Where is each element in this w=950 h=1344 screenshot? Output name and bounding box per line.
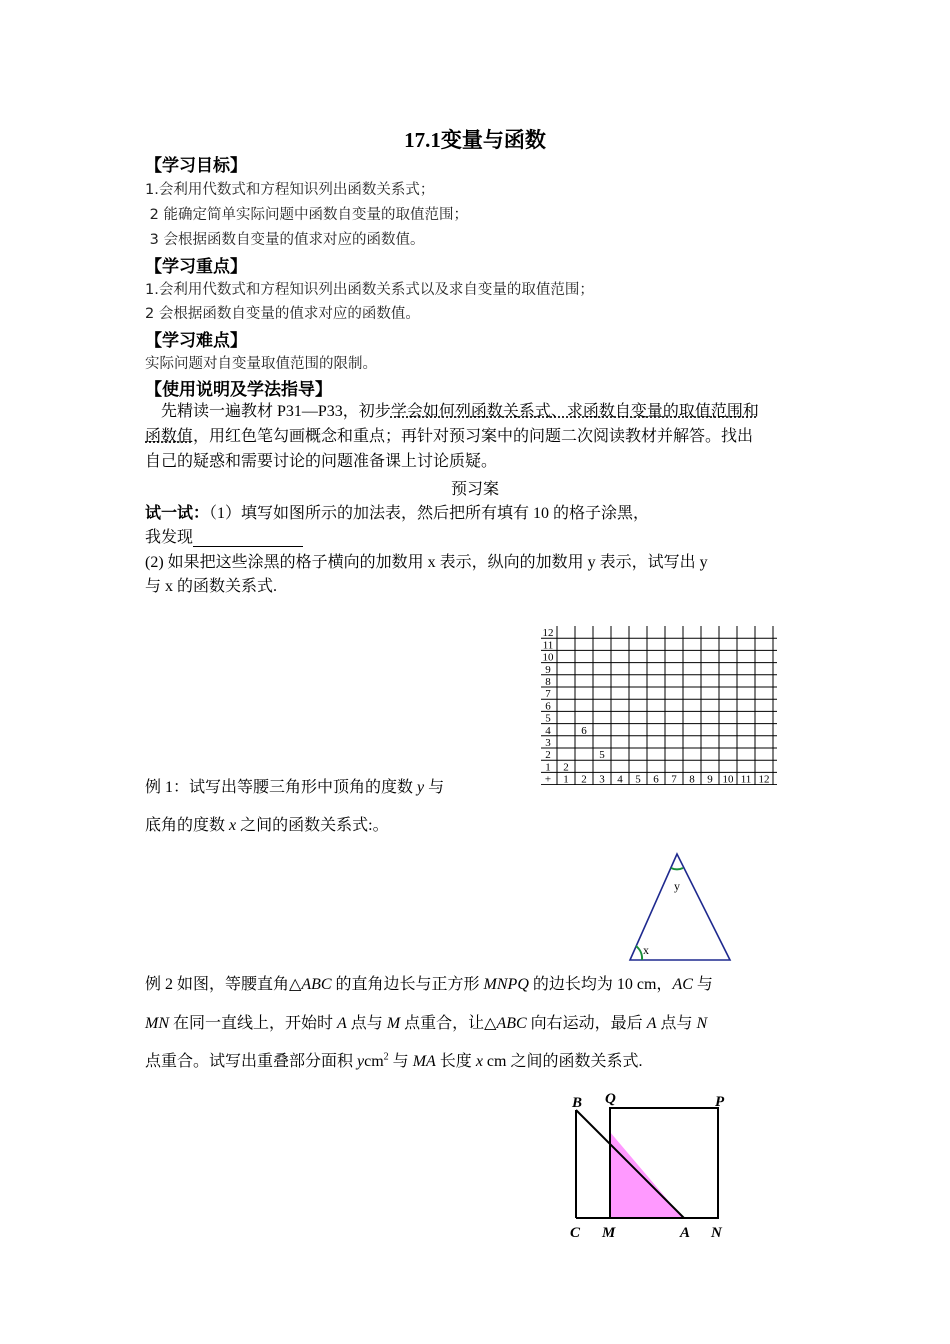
grid-col-label: 6 [653,773,659,785]
example2-math: MNPQ [483,976,529,993]
example1-text: 与 [424,779,445,796]
point-label-q: Q [605,1091,616,1107]
base-angle-label: x [643,943,649,957]
example2-text: 在同一直线上，开始时 [169,1015,338,1032]
grid-col-label: 7 [671,773,677,785]
answer-blank[interactable] [193,528,303,547]
grid-row-label: 1 [545,761,551,774]
try-label: 试一试： [145,505,210,522]
grid-row-label: 6 [545,700,551,713]
grid-row-label: 8 [545,676,551,688]
grid-col-label: 11 [740,773,752,785]
grid-row-label: 5 [545,712,551,725]
keypoints-heading: 【学习重点】 [145,257,247,277]
grid-row-label: 10 [542,651,554,664]
example2-text: 的直角边长与正方形 [331,976,484,993]
grid-row-label: 7 [545,688,551,701]
point-label-b: B [572,1095,583,1111]
example1-line-2 [145,812,389,835]
example2-text: 点与 [656,1015,697,1032]
guide-heading: 【使用说明及学法指导】 [145,380,332,400]
example2-text: 长度 [435,1053,476,1070]
example2-math: A [337,1015,347,1032]
point-label-c: C [570,1225,581,1241]
try-found-line [145,524,303,547]
example1-line-1 [145,774,444,797]
point-label-n: N [711,1225,722,1241]
example2-text: 点重合，让△ [400,1015,497,1032]
try-q1-text: （1）填写如图所示的加法表，然后把所有填有 10 的格子涂黑， [209,505,650,522]
example2-text: 向右运动，最后 [526,1015,647,1032]
apex-angle-arc [671,868,683,869]
base-angle-arc [636,946,642,960]
point-label-p: P [715,1094,725,1110]
difficulties-heading: 【学习难点】 [145,331,247,351]
goal-item-2: 2 能确定简单实际问题中函数自变量的取值范围； [145,207,468,223]
page-title: 17.1变量与函数 [404,128,546,152]
example1-text: 底角的度数 [145,817,230,834]
grid-col-label: 12 [758,773,770,785]
example2-math: N [696,1015,708,1032]
grid-row-label: 9 [545,663,551,676]
example1-text: 例 1：试写出等腰三角形中顶角的度数 [145,779,418,796]
guide-underlined-text: 学会如何列函数关系式、求函数自变量的取值范围和 [390,403,759,420]
grid-cells [563,725,605,774]
example2-text: 的边长均为 10 cm， [528,976,673,993]
try-q2-line-1: (2) 如果把这些涂黑的格子横向的加数用 x 表示，纵向的加数用 y 表示，试写出 y [145,554,708,571]
example2-line-3 [145,1048,642,1071]
guide-text: 自己的疑惑和需要讨论的问题准备课上讨论质疑。 [145,453,498,470]
grid-row-label: 4 [545,724,551,737]
example2-math: ABC [496,1015,527,1032]
example2-math: AC [672,976,693,993]
guide-text: 先精读一遍教材 P31—P33，初步 [161,403,391,420]
difficulty-item-1: 实际问题对自变量取值范围的限制。 [145,356,377,372]
grid-row-label: 12 [542,627,554,640]
example2-math: MA [412,1053,436,1070]
grid-row-label: 11 [542,639,554,652]
example2-text: cm 之间的函数关系式. [482,1053,643,1070]
grid-col-label: 2 [581,773,587,785]
goal-item-1: 1.会利用代数式和方程知识列出函数关系式； [145,182,435,198]
try-q2-line-2: 与 x 的函数关系式. [145,578,278,595]
addition-grid [535,620,795,785]
point-label-m: M [602,1225,616,1241]
guide-underlined-text: 函数值 [145,428,194,445]
try-question-1 [145,500,649,523]
grid-lines [541,626,777,785]
example2-math: M [386,1015,401,1032]
example1-var-y: y [417,779,425,796]
guide-paragraph [145,399,810,474]
example2-math: A [646,1015,657,1032]
keypoint-item-1: 1.会利用代数式和方程知识列出函数关系式以及求自变量的取值范围； [145,282,594,298]
example2-superscript: 2 [383,1051,389,1063]
isosceles-triangle-figure [620,850,740,965]
example2-text: 与 [388,1053,413,1070]
grid-col-label: 5 [635,773,641,785]
example2-text: cm [364,1053,384,1070]
example2-text: 例 2 如图，等腰直角△ [145,976,302,993]
guide-text: ，用红色笔勾画概念和重点；再针对预习案中的问题二次阅读教材并解答。找出 [193,428,754,445]
example2-text: 点重合。试写出重叠部分面积 [145,1053,358,1070]
goals-heading: 【学习目标】 [145,156,247,176]
example2-math: ABC [301,976,332,993]
example2-line-1 [145,971,713,994]
example2-math: MN [145,1015,169,1032]
grid-col-label: 4 [617,773,623,785]
grid-col-labels [563,774,769,785]
keypoint-item-2: 2 会根据函数自变量的值求对应的函数值。 [145,306,420,322]
grid-cell-value: 5 [599,749,605,762]
grid-row-labels [543,627,555,785]
try-found-label: 我发现 [145,529,194,546]
grid-col-label: 8 [689,773,695,785]
example2-math: x [475,1053,483,1070]
grid-col-label: 3 [599,773,605,785]
grid-row-label: 3 [545,737,551,749]
grid-cell-value: 6 [581,724,587,737]
example2-line-2 [145,1010,707,1033]
preview-title: 预习案 [450,481,499,498]
example2-math: y [357,1053,365,1070]
grid-col-label: 1 [563,773,569,785]
grid-col-label: 10 [722,773,734,785]
grid-row-label: 2 [545,749,551,762]
example2-text: 与 [692,976,713,993]
example2-text: 点与 [346,1015,387,1032]
grid-col-label: 9 [707,773,713,785]
example1-text: 之间的函数关系式:。 [236,817,389,834]
grid-row-label: + [544,773,552,785]
point-label-a: A [680,1225,691,1241]
apex-angle-label: y [674,879,680,893]
goal-item-3: 3 会根据函数自变量的值求对应的函数值。 [145,232,425,248]
grid-cell-value: 2 [563,761,569,774]
example1-var-x: x [229,817,237,834]
triangle-square-figure [565,1088,740,1248]
